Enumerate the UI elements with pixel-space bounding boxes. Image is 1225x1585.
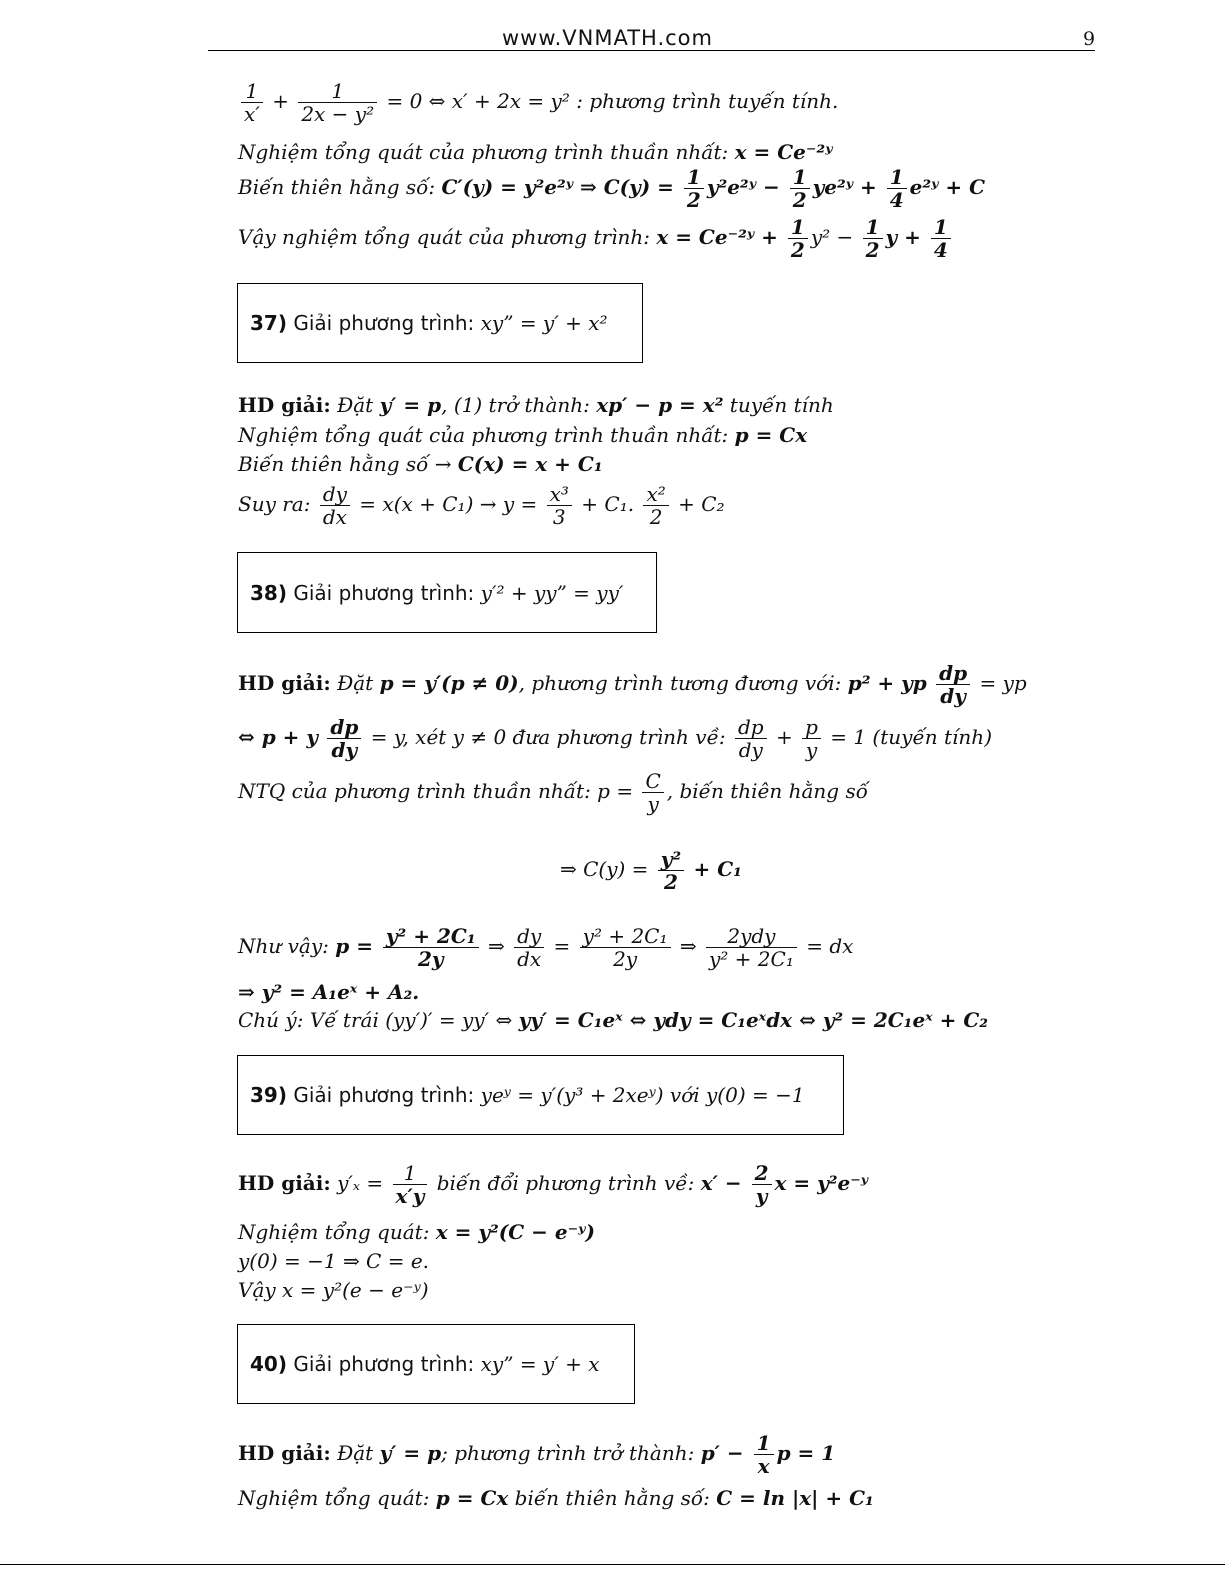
frac-num: 1 [393,1162,428,1185]
problem-37-box [237,283,643,363]
frac-num: 1 [298,80,377,103]
text: Vậy nghiệm tổng quát của phương trình: [238,225,657,249]
problem-label: Giải phương trình: [293,311,475,335]
equation-text: = 0 ⇔ x′ + 2x = y² : phương trình tuyến tính. [386,89,839,113]
text: , phương trình tương đương với: [518,671,848,695]
frac-den: dy [940,684,966,708]
frac-den: y [805,738,818,762]
text: Nghiệm tổng quát: [238,1486,436,1510]
equation: p = [335,934,380,958]
frac-den: dx [517,947,542,971]
p39-solution-line-4 [238,1278,429,1302]
intro-line-3 [238,166,985,211]
hd-label: HD giải: [238,671,331,695]
text: = x(x + C₁) → y = [359,492,544,516]
equation: p = y′(p ≠ 0) [379,671,519,695]
text: = dx [806,934,854,958]
problem-38-box [237,552,657,633]
text: = yp [979,671,1027,695]
text: biến thiên hằng số: [508,1486,717,1510]
frac-num: x² [643,483,668,506]
problem-number: 37) [250,311,287,335]
text: biến đổi phương trình về: [436,1171,701,1195]
frac-num: 2 [752,1162,772,1185]
text: + [775,725,793,749]
frac-den: 2 [664,870,678,894]
frac-num: p [802,716,821,739]
problem-label: Giải phương trình: [293,580,475,605]
frac-num: x³ [547,483,572,506]
text: ⇒ [679,934,697,958]
frac-num: 1 [754,1432,774,1455]
equation: xp′ − p = x² [596,393,724,417]
intro-line-2 [238,140,833,164]
p39-solution-line-1 [238,1162,868,1207]
frac-den: 4 [933,238,948,262]
frac-num: 1 [887,166,907,189]
frac-num: 1 [931,216,951,239]
problem-40-box [237,1324,635,1404]
frac-den: x′y [395,1184,425,1208]
p40-solution-line-1 [238,1432,835,1477]
frac-num: y² + 2C₁ [383,925,479,948]
frac-den: 2 [865,238,880,262]
p38-solution-line-2 [238,716,992,761]
problem-label: Giải phương trình: [293,1083,475,1107]
text: + C₂ [678,492,725,516]
text: tuyến tính [723,393,834,417]
equation: y² − [810,225,860,249]
equation: y²e²ʸ − [706,175,787,199]
frac-den: y [647,792,659,816]
equation: e²ʸ + C [909,175,986,199]
problem-equation: xy” = y′ + x [480,1352,600,1376]
p37-solution-line-2 [238,423,807,447]
p37-solution-line-1 [238,393,834,417]
p37-solution-line-4 [238,483,725,528]
p40-solution-line-2 [238,1486,874,1510]
p38-solution-line-3 [238,770,868,815]
equation: C = ln |x| + C₁ [716,1486,874,1510]
frac-num: 1 [863,216,883,239]
problem-label: Giải phương trình: [293,1352,475,1376]
equation: p = Cx [734,423,808,447]
frac-num: C [642,770,663,793]
equation: y(0) = −1 ⇒ C = e. [238,1249,430,1273]
frac-den: 2 [792,188,807,212]
problem-number: 39) [250,1083,287,1107]
text: = [553,934,571,958]
problem-number: 40) [250,1352,287,1376]
equation: p = Cx [435,1486,509,1510]
equation: Vậy x = y²(e − e⁻ʸ) [238,1278,429,1302]
text: Đặt [330,1441,380,1465]
problem-equation: xy” = y′ + x² [480,311,608,335]
text: y′ₓ = [330,1171,390,1195]
frac-num: 1 [684,166,704,189]
frac-den: dy [738,738,763,762]
p38-solution-line-7 [238,1008,988,1032]
equation: C(x) = x + C₁ [457,452,603,476]
problem-equation: yeʸ = y′(y³ + 2xeʸ) với y(0) = −1 [480,1083,805,1107]
plus: + [272,89,289,113]
equation: + C₁ [693,857,742,881]
text: Nghiệm tổng quát của phương trình thuần nhất: [238,140,735,164]
frac-den: 4 [889,188,904,212]
frac-num: y² [658,848,684,871]
frac-den: 2 [649,505,663,529]
text: Đặt [337,393,380,417]
equation: C′(y) = y²e²ʸ ⇒ C(y) = [441,175,681,199]
frac-den: y [755,1184,768,1208]
text: Nghiệm tổng quát: [238,1220,436,1244]
text: Biến thiên hằng số: [238,175,442,199]
frac-den: x [757,1454,770,1478]
problem-39-box [237,1055,844,1135]
equation: ⇔ p + y [238,725,319,749]
text: Nghiệm tổng quát của phương trình thuần nhất: [238,423,735,447]
hd-label: HD giải: [238,1441,331,1465]
text: Chú ý: Vế trái [238,1008,386,1032]
frac-den: 3 [552,505,566,529]
frac-den: 2 [686,188,701,212]
footer-rule [0,1564,1225,1565]
frac-den: 2y [613,947,638,971]
equation: ye²ʸ + [812,175,884,199]
text: ; phương trình trở thành: [441,1441,701,1465]
frac-num: dy [320,483,350,506]
p39-solution-line-3 [238,1249,429,1273]
text: , (1) trở thành: [441,393,597,417]
frac-den: y² + 2C₁ [709,947,794,971]
frac-den: 2 [790,238,805,262]
equation: y′ = p [379,1441,442,1465]
frac-den: 2x − y² [301,102,375,126]
hd-label: HD giải: [238,393,331,417]
equation: y′ = p [379,393,442,417]
text: + C₁. [581,492,635,516]
frac-num: dy [514,925,544,948]
text: NTQ của phương trình thuần nhất: p = [238,779,640,803]
equation: ⇒ y² = A₁eˣ + A₂. [238,980,420,1004]
p39-solution-line-2 [238,1220,595,1244]
p37-solution-line-3 [238,452,603,476]
site-header: www.VNMATH.com [502,26,713,50]
text: Suy ra: [238,492,317,516]
frac-num: dp [936,662,970,685]
p38-solution-line-6 [238,980,419,1004]
frac-num: dp [327,716,361,739]
p38-solution-line-1 [238,662,1027,707]
text: Biến thiên hằng số → [238,452,458,476]
problem-number: 38) [250,580,287,605]
text: (yy′)′ = yy′ ⇔ [385,1008,519,1032]
equation: p′ − [700,1441,751,1465]
frac-num: 1 [241,80,263,103]
frac-num: dp [735,716,767,739]
equation: p = 1 [776,1441,836,1465]
equation: yy′ = C₁eˣ ⇔ ydy = C₁eˣdx ⇔ y² = 2C₁eˣ + C₂ [518,1008,989,1032]
frac-num: 1 [788,216,808,239]
frac-den: dx [322,505,347,529]
intro-line-4 [238,216,954,261]
hd-label: HD giải: [238,1171,331,1195]
frac-den: dy [331,738,358,762]
header-rule [208,50,1095,51]
p38-solution-line-5 [238,925,853,970]
text: , biến thiên hằng số [666,779,868,803]
p38-solution-line-4 [560,848,742,893]
frac-num: 2ydy [706,925,797,948]
frac-den: 2y [417,947,444,971]
text: = 1 (tuyến tính) [830,725,992,749]
text: Đặt [337,671,380,695]
frac-den: x′ [244,102,260,126]
equation: x′ − [700,1171,749,1195]
frac-num: 1 [790,166,810,189]
equation: x = y²e⁻ʸ [774,1171,869,1195]
page-number: 9 [1083,28,1096,50]
problem-equation: y′² + yy” = yy′ [480,580,624,605]
intro-line-1 [238,80,838,125]
text: Như vậy: [238,934,336,958]
equation: p² + yp [847,671,927,695]
text: = y, xét y ≠ 0 đưa phương trình về: [370,725,732,749]
equation: x = y²(C − e⁻ʸ) [435,1220,595,1244]
frac-num: y² + 2C₁ [580,925,671,948]
equation: y + [885,225,928,249]
equation: x = Ce⁻²ʸ + [656,225,785,249]
text: ⇒ [487,934,505,958]
equation: x = Ce⁻²ʸ [734,140,833,164]
text: ⇒ C(y) = [560,857,655,881]
